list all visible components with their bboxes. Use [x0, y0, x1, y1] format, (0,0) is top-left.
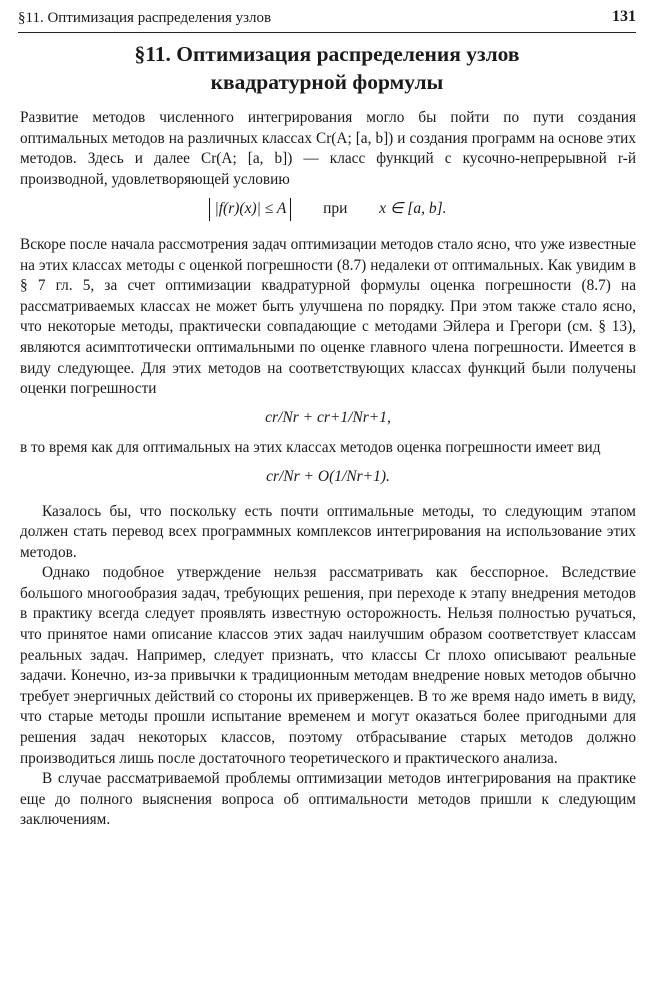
paragraph-3: в то время как для оптимальных на этих классах методов оценка погрешности имеет вид: [20, 439, 601, 457]
section-title-line-1: §11. Оптимизация распределения узлов: [134, 42, 520, 66]
paragraph-4: Казалось бы, что поскольку есть почти оптимальные методы, то следующим этапом должен стать перевод всех программных комплексов интегрирования на использование этих методов.: [20, 502, 636, 561]
formula-derivative-bound: [20, 198, 636, 221]
body-text: [20, 108, 636, 831]
formula-error-estimate: cr/Nr + cr+1/Nr+1,: [265, 408, 391, 426]
paragraph-1: Развитие методов численного интегрирования могло бы пойти по пути создания оптимальных методов на различных классах Cr(A; [a, b]) и создания программ на основе этих методов. Здесь и далее Cr(A; [a, b]) — класс функций с кусочно-непрерывной r-й производной, удовлетворяющей условию: [20, 109, 636, 188]
paragraph-6: В случае рассматриваемой проблемы оптимизации методов интегрирования на практике еще до полного выяснения вопроса об оптимальности методов пришли к следующим заключениям.: [20, 770, 636, 829]
page-number: 131: [612, 8, 636, 25]
formula-optimal-estimate: cr/Nr + O(1/Nr+1).: [266, 467, 390, 485]
formula-1-rhs: x ∈ [a, b].: [379, 200, 447, 218]
section-title-line-2: квадратурной формулы: [210, 70, 444, 94]
formula-1-word: при: [323, 200, 348, 218]
paragraph-5: Однако подобное утверждение нельзя рассматривать как бесспорное. Вследствие большого многообразия задач, требующих решения, при переходе к этапу внедрения методов в практику всегда следует проявлять известную осторожность. Нельзя полностью ручаться, что принятое нами описание классов этих задач наилучшим образом соответствует классам реальных задач. Например, следует признать, что классы Cr плохо описывают реальные задачи. Конечно, из-за привычки к традиционным методам внедрение новых методов обычно требует энергичных действий со стороны их приверженцев. В то же время надо иметь в виду, что старые методы прошли испытание временем и могут оказаться более пригодными для решения задач некоторых классов, поэтому отбрасывание старых методов должно производиться лишь после достаточного теоретического и практического анализа.: [20, 564, 636, 767]
formula-1-lhs: |f(r)(x)| ≤ A: [209, 198, 291, 221]
running-title: §11. Оптимизация распределения узлов: [18, 10, 272, 26]
paragraph-2: Вскоре после начала рассмотрения задач оптимизации методов стало ясно, что уже известные на этих классах методы с оценкой погрешности (8.7) недалеки от оптимальных. Как увидим в § 7 гл. 5, за счет оптимизации квадратурной формулы оценка погрешности (8.7) на рассматриваемых классах не может быть улучшена по порядку. При этом также стало ясно, что некоторые методы, практически совпадающие с методами Эйлера и Грегори (см. § 13), являются асимптотически оптимальными по оценке главного члена погрешности. Имеется в виду следующее. Для этих методов на соответствующих классах функций были получены оценки погрешности: [20, 235, 636, 398]
running-header: [18, 6, 636, 33]
section-title: [18, 40, 636, 96]
